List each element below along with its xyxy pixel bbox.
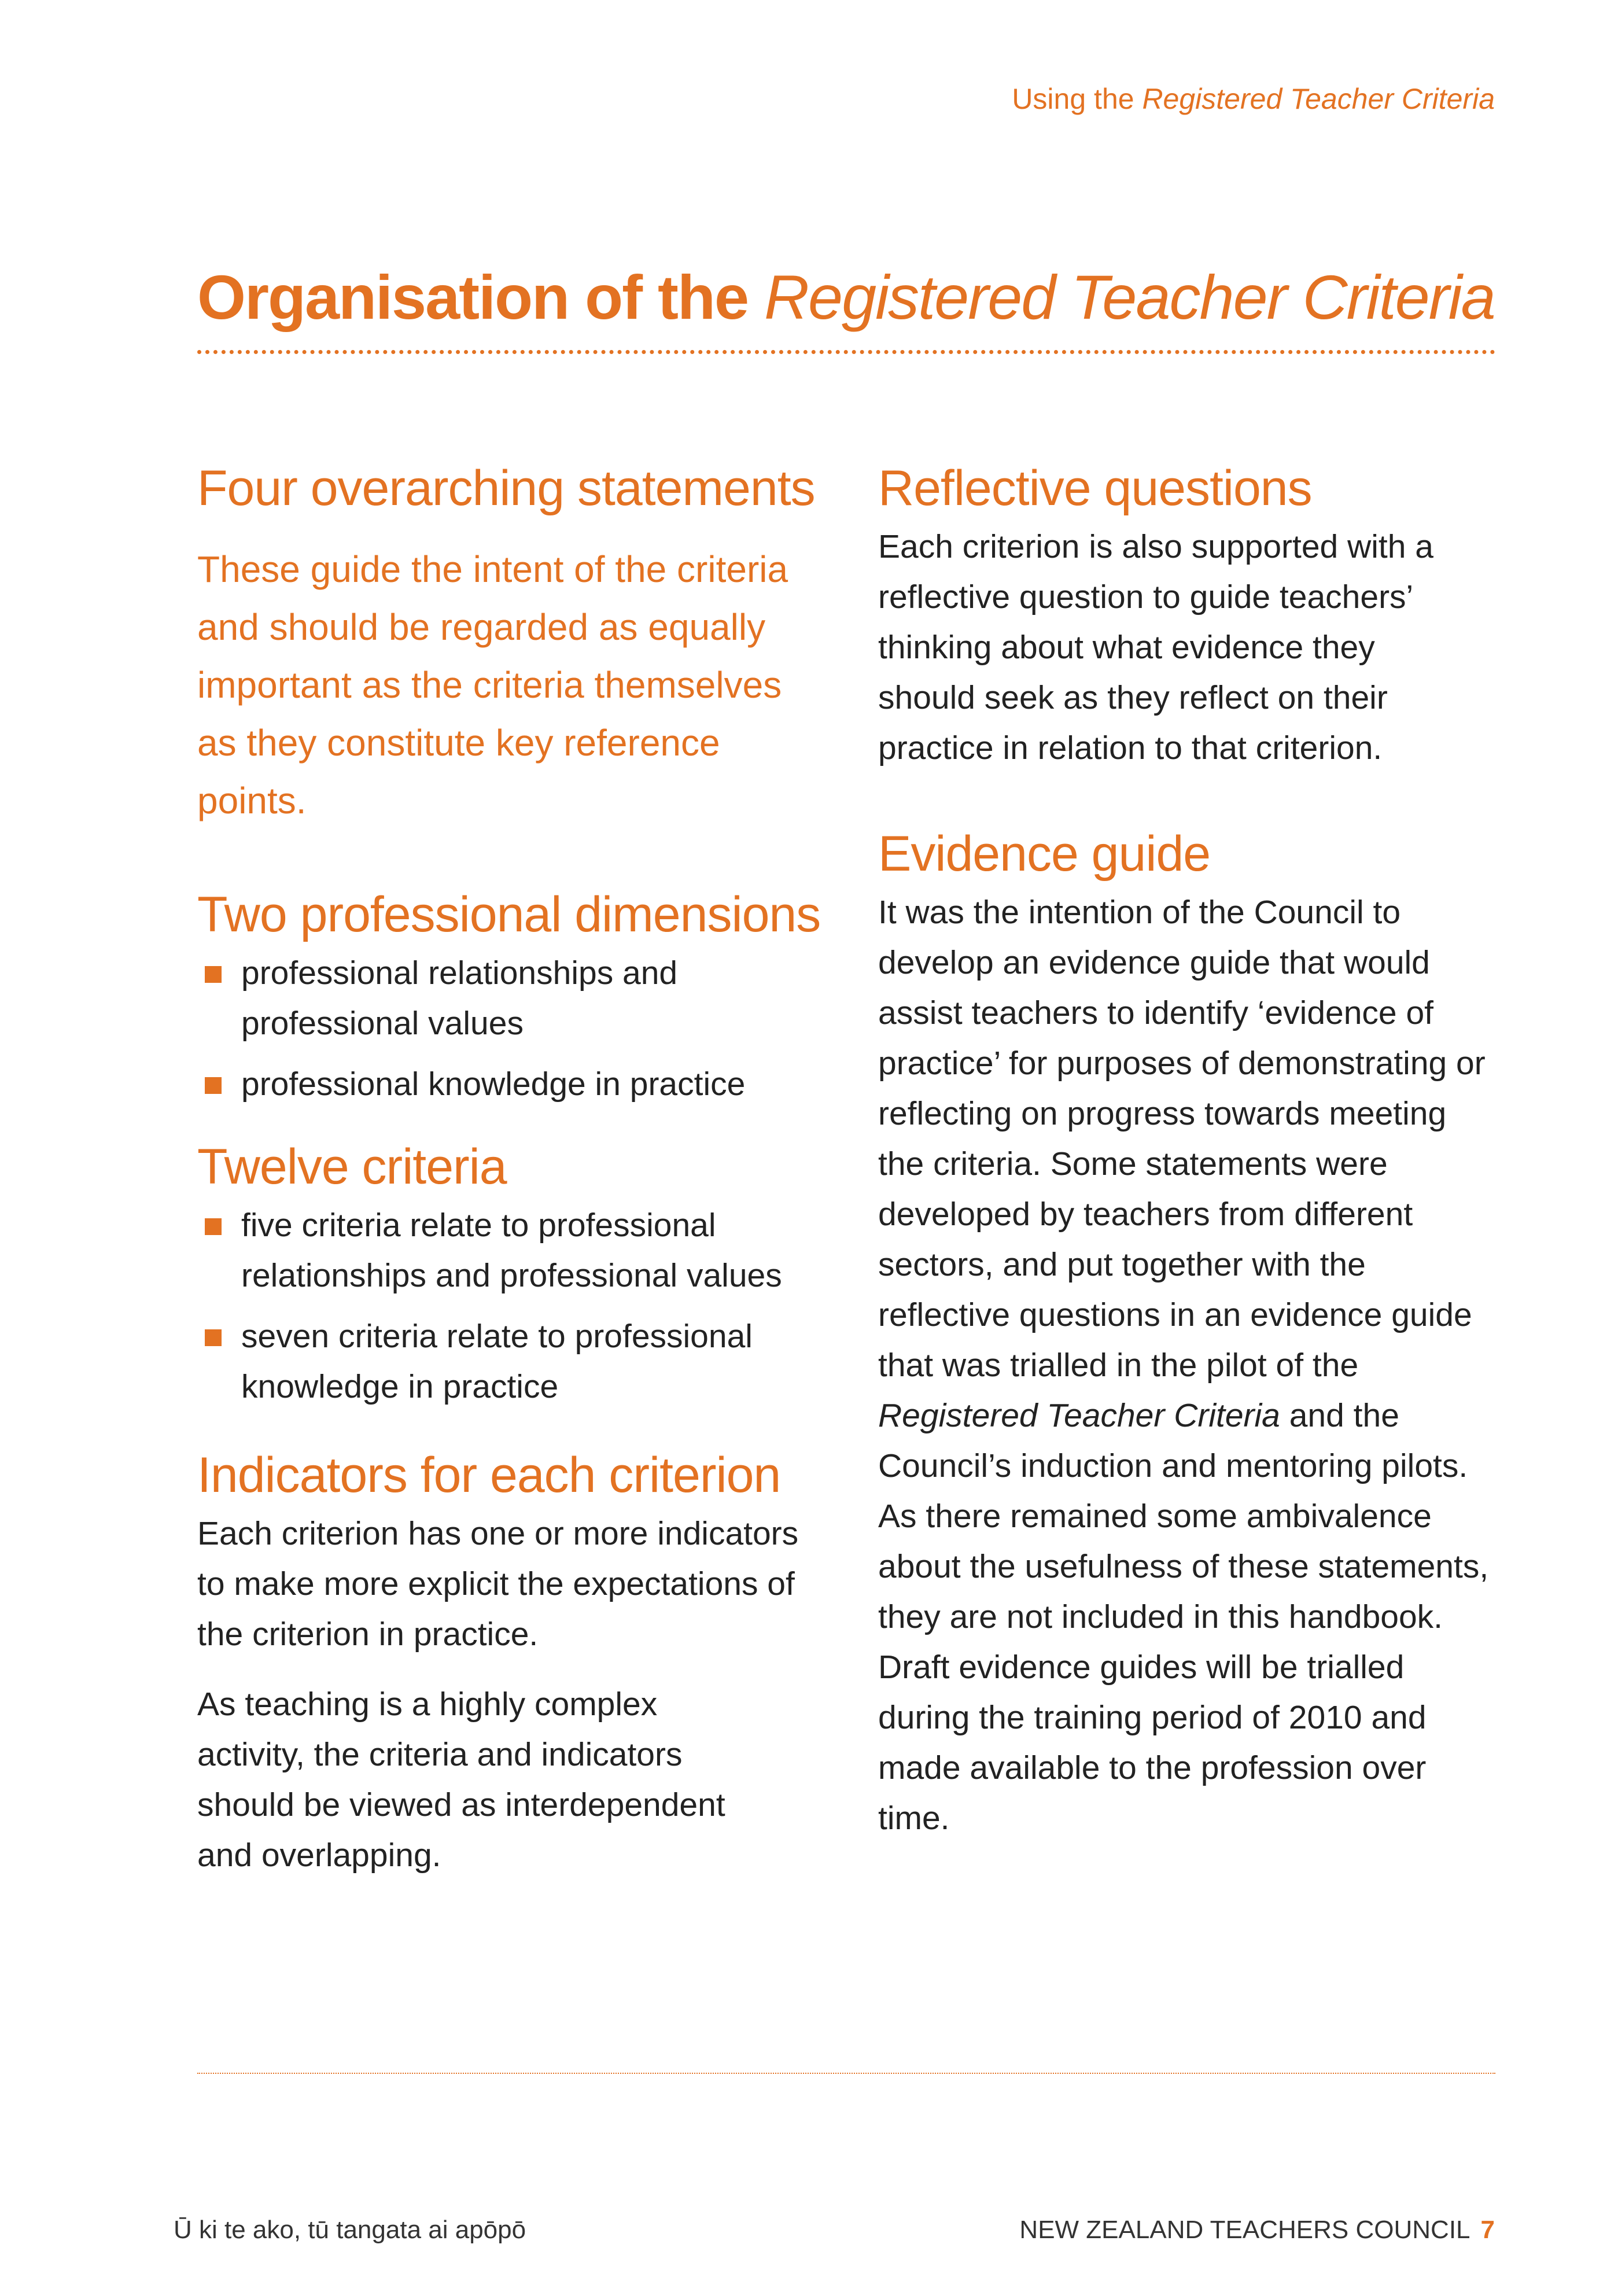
- footer-motto: Ū ki te ako, tū tangata ai apōpō: [174, 2216, 526, 2244]
- list-item-text: professional knowledge in practice: [241, 1065, 746, 1103]
- heading-indicators: Indicators for each criterion: [197, 1447, 781, 1503]
- page-title-italic: Registered Teacher Criteria: [764, 262, 1495, 332]
- running-head-italic: Registered Teacher Criteria: [1142, 83, 1495, 115]
- list-item-text: five criteria relate to professional relationships and professional values: [241, 1206, 782, 1294]
- bullet-square-icon: [205, 1218, 222, 1235]
- heading-two-professional-dimensions: Two professional dimensions: [197, 886, 821, 942]
- page-title: [197, 263, 1495, 332]
- indicators-paragraph-2: As teaching is a highly complex activity, the criteria and indicators should be viewed as interdependent and overlapping.: [197, 1685, 725, 1874]
- heading-four-overarching-statements: Four overarching statements: [197, 460, 815, 516]
- list-item-text: seven criteria relate to professional knowledge in practice: [241, 1317, 753, 1405]
- page-number: 7: [1480, 2216, 1495, 2244]
- dimensions-list: [197, 948, 822, 1110]
- left-column: [197, 460, 822, 1881]
- footer-dotted-rule: [197, 2073, 1495, 2074]
- four-statements-lead: These guide the intent of the criteria and should be regarded as equally important as the criteria themselves as they constitute key reference points.: [197, 548, 788, 821]
- reflective-paragraph: Each criterion is also supported with a reflective question to guide teachers’ thinking about what evidence they should seek as they reflect on their practice in relation to that criterion.: [878, 528, 1433, 766]
- heading-reflective-questions: Reflective questions: [878, 460, 1312, 516]
- evidence-text-after: and the Council’s induction and mentoring pilots. As there remained some ambivalence about the usefulness of these statements, they are not included in this handbook. Draft evidence guides will be trialled during the training period of 2010 and made available to the profession over time.: [878, 1396, 1489, 1837]
- bullet-square-icon: [205, 1077, 222, 1094]
- evidence-text-before: It was the intention of the Council to develop an evidence guide that would assist teachers to identify ‘evidence of practice’ for purposes of demonstrating or reflecting on progress towards meeting the criteria. Some statements were developed by teachers from different sectors, and put together with the reflective questions in an evidence guide that was trialled in the pilot of the: [878, 893, 1486, 1384]
- heading-twelve-criteria: Twelve criteria: [197, 1138, 507, 1195]
- right-column: [878, 460, 1503, 1844]
- title-dotted-rule: [197, 350, 1495, 354]
- heading-evidence-guide: Evidence guide: [878, 825, 1211, 882]
- list-item: [197, 948, 822, 1049]
- list-item: [197, 1059, 822, 1110]
- running-head: [1012, 82, 1495, 116]
- footer-right: [1019, 2216, 1495, 2245]
- list-item-text: professional relationships and professional values: [241, 954, 678, 1042]
- page-title-bold: Organisation of the: [197, 262, 765, 332]
- evidence-paragraph: [878, 887, 1497, 1844]
- list-item: [197, 1200, 822, 1301]
- criteria-list: [197, 1200, 822, 1412]
- bullet-square-icon: [205, 1329, 222, 1346]
- indicators-paragraph-1: Each criterion has one or more indicators to make more explicit the expectations of the criterion in practice.: [197, 1514, 799, 1653]
- footer-org: NEW ZEALAND TEACHERS COUNCIL: [1019, 2216, 1470, 2244]
- list-item: [197, 1311, 822, 1412]
- bullet-square-icon: [205, 966, 222, 983]
- running-head-prefix: Using the: [1012, 83, 1142, 115]
- evidence-text-italic: Registered Teacher Criteria: [878, 1396, 1280, 1434]
